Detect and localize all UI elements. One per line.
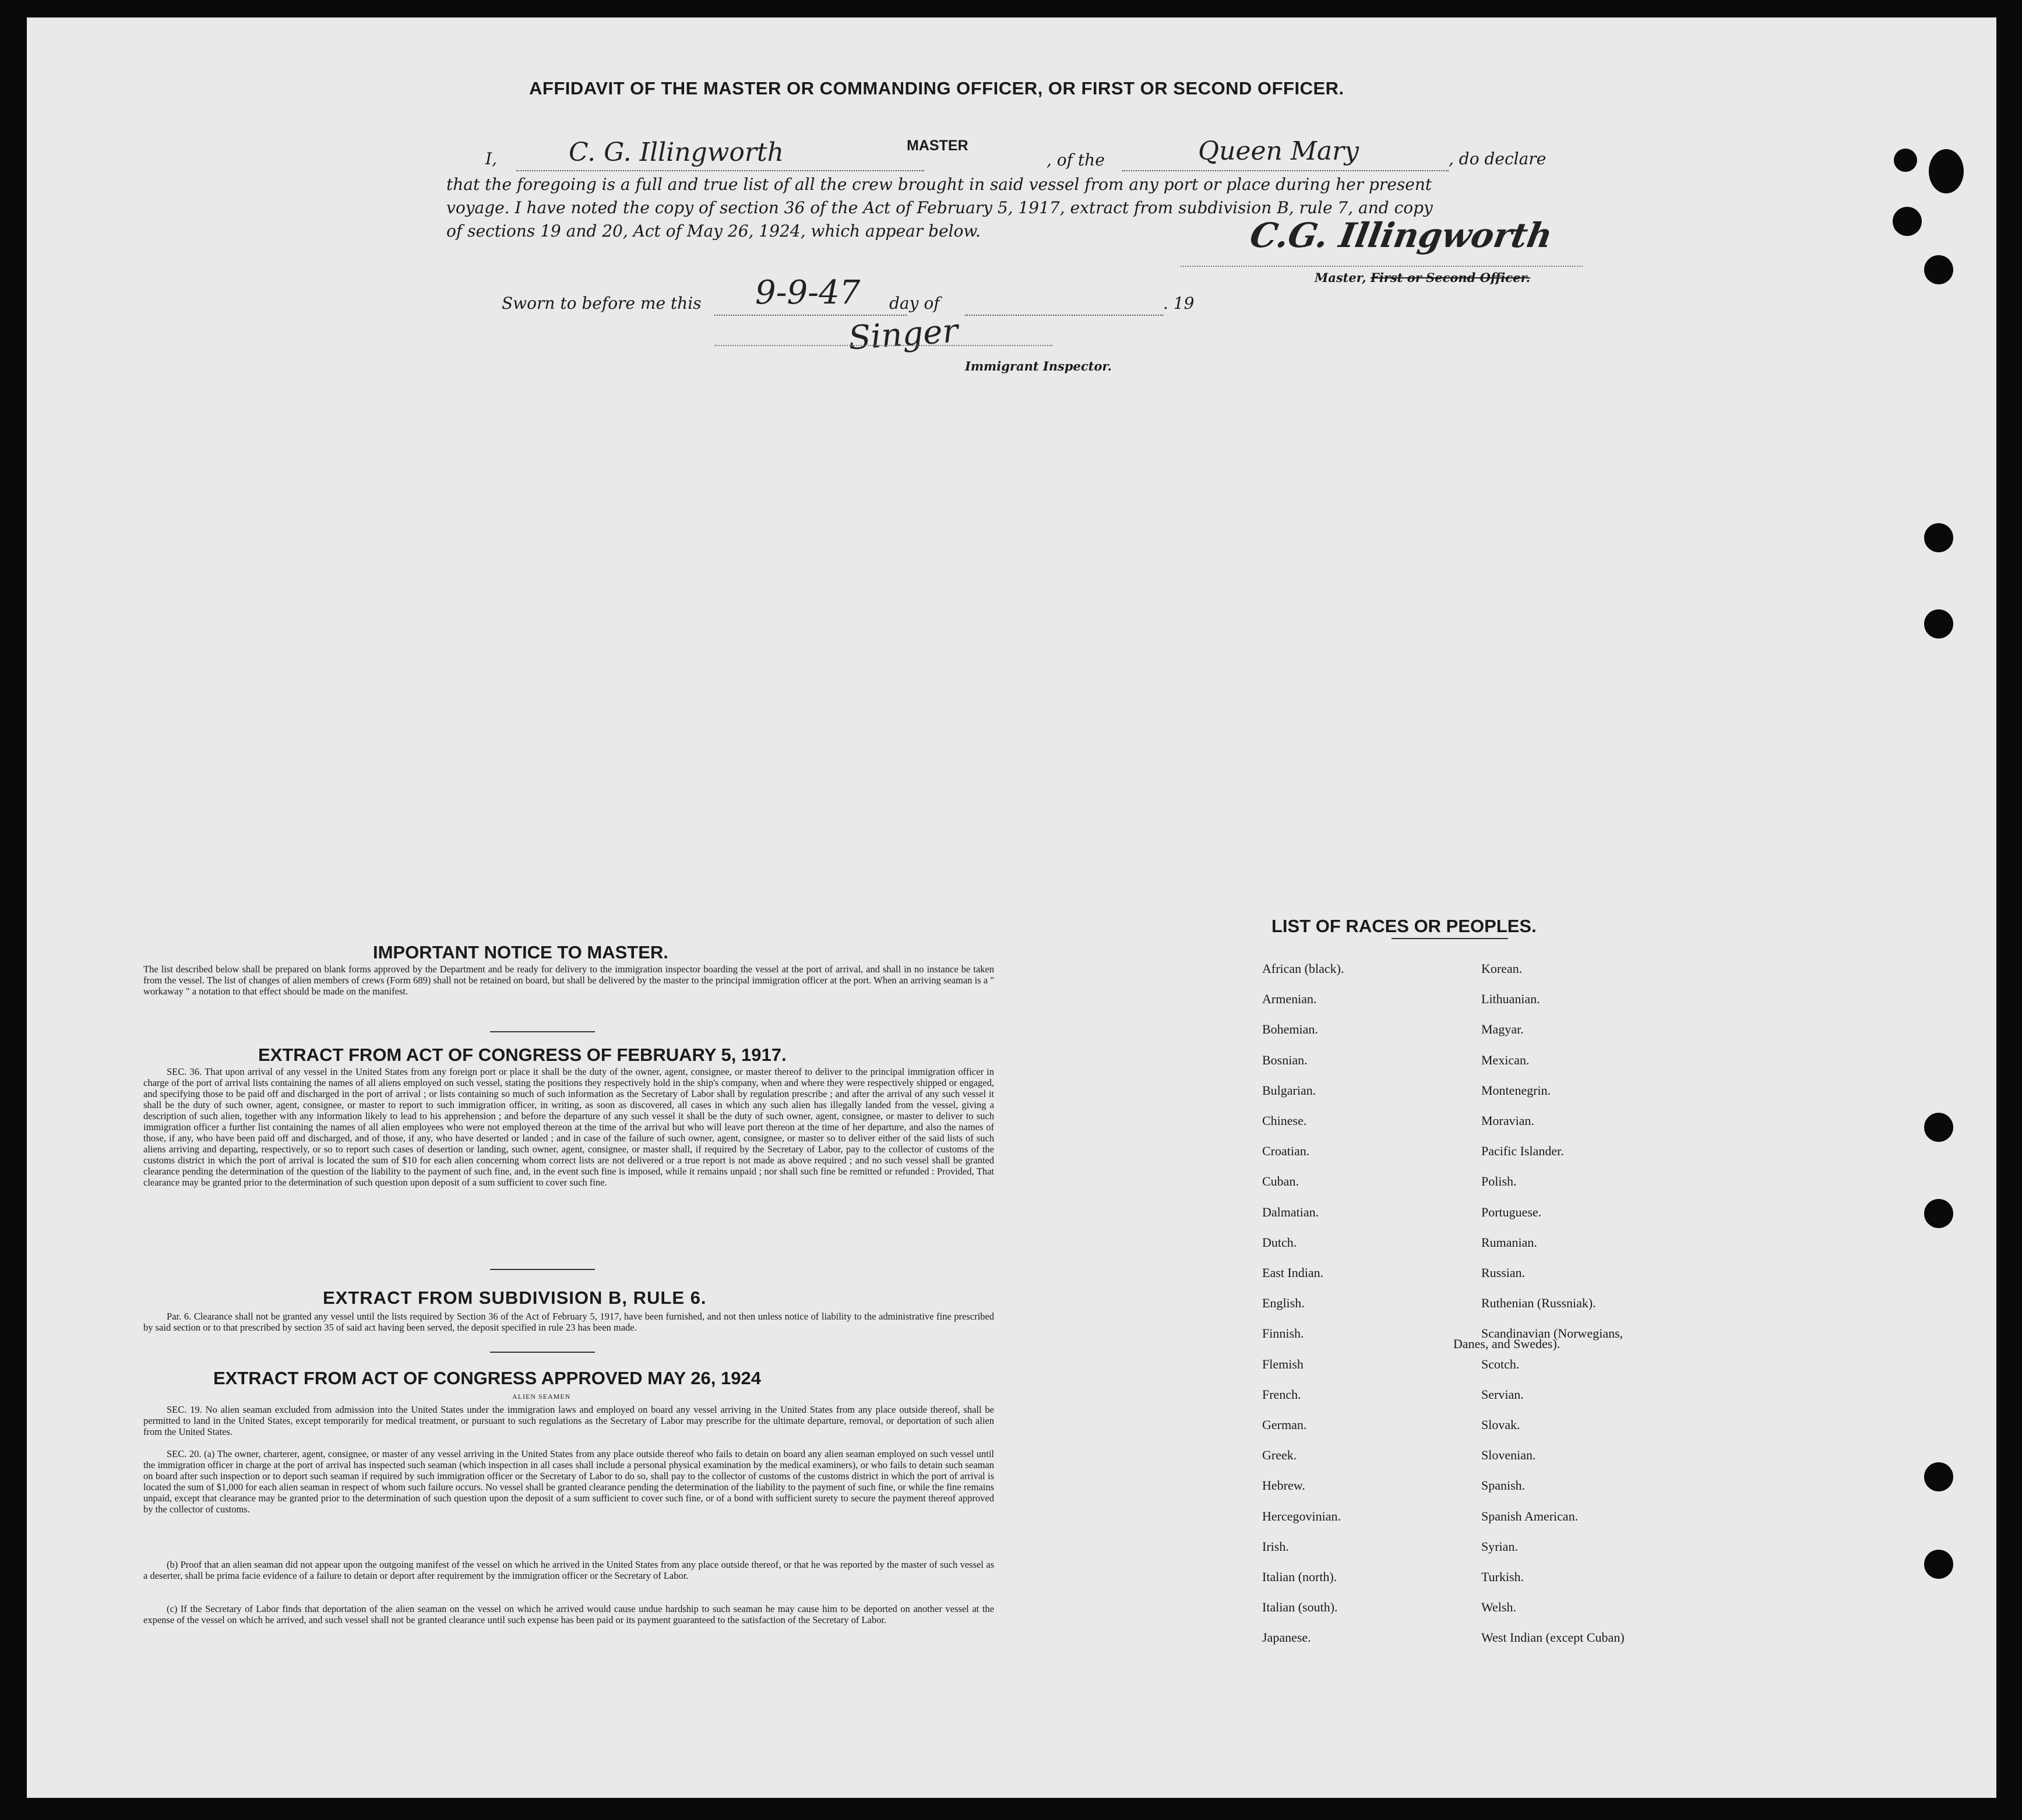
- vessel-name: Queen Mary: [1198, 136, 1359, 166]
- binder-hole: [1924, 1462, 1953, 1491]
- race-item: Magyar.: [1481, 1022, 1524, 1036]
- master-caption: [1315, 270, 1530, 285]
- year-prefix: . 19: [1163, 294, 1195, 313]
- binder-hole: [1924, 255, 1953, 284]
- race-item: Portuguese.: [1481, 1205, 1542, 1219]
- race-item: Lithuanian.: [1481, 992, 1540, 1006]
- master-signature-line: [1181, 266, 1583, 267]
- race-item: Rumanian.: [1481, 1235, 1537, 1250]
- master-caption-struck: First or Second Officer.: [1370, 270, 1530, 285]
- race-item: Italian (south).: [1262, 1600, 1338, 1614]
- master-name: C. G. Illingworth: [569, 137, 784, 167]
- race-item: Welsh.: [1481, 1600, 1516, 1614]
- binder-hole: [1924, 1550, 1953, 1579]
- race-item: German.: [1262, 1417, 1307, 1432]
- race-item: Korean.: [1481, 961, 1523, 976]
- affidavit-i-label: I,: [485, 149, 497, 168]
- subdivision-title: EXTRACT FROM SUBDIVISION B, RULE 6.: [323, 1288, 707, 1308]
- race-item: West Indian (except Cuban): [1481, 1630, 1625, 1645]
- race-item: Bohemian.: [1262, 1022, 1318, 1036]
- binder-hole: [1924, 1199, 1953, 1228]
- race-item: Scotch.: [1481, 1357, 1520, 1371]
- race-item: English.: [1262, 1296, 1305, 1310]
- sec-20b-body: (b) Proof that an alien seaman did not appear upon the outgoing manifest of the vessel on which he arrived in the United States from any place outside thereof, or that he was reported by the master of such vessel as a deserter, shall be prima facie evidence of a failure to detain or deport after requirement by the immigration officer or the Secretary of Labor.: [143, 1559, 994, 1581]
- binder-hole: [1893, 207, 1922, 236]
- extract-1917-title: EXTRACT FROM ACT OF CONGRESS OF FEBRUARY 5, 1917.: [258, 1045, 787, 1065]
- extract-1924-subtitle: ALIEN SEAMEN: [512, 1392, 571, 1401]
- sworn-date: 9-9-47: [755, 274, 861, 312]
- sworn-day-line: [714, 315, 907, 316]
- master-name-line: [516, 170, 924, 171]
- race-item: Moravian.: [1481, 1113, 1535, 1128]
- do-declare-label: , do declare: [1449, 149, 1547, 168]
- race-item: Slovenian.: [1481, 1448, 1536, 1462]
- binder-hole: [1929, 149, 1964, 193]
- vessel-name-line: [1122, 170, 1449, 171]
- race-item: Bosnian.: [1262, 1053, 1308, 1067]
- inspector-signature-line: [714, 345, 1052, 346]
- race-item: Pacific Islander.: [1481, 1144, 1564, 1158]
- sec-20a-body: SEC. 20. (a) The owner, charterer, agent, consignee, or master of any vessel arriving in the United States from any place outside thereof who fails to detain on board any alien seaman employed on such vessel until the immigration officer in charge at the port of arrival has inspected such seaman (which inspection in all cases shall include a personal physical examination by the medical examiners), or who fails to detain such seaman on board after such inspection or to deport such seaman if required by such immigration officer or the Secretary of Labor to do so, shall pay to the collector of customs of the customs district in which the port of arrival is located the sum of $1,000 for each alien seaman in respect of whom such failure occurs. No vessel shall be granted clearance pending the determination of the liability to the payment of such fine, or while the fine remains unpaid, except that clearance may be granted prior to the determination of such question upon the deposit of a sum sufficient to cover such fine, or of a bond with sufficient surety to secure the payment thereof approved by the collector of customs.: [143, 1448, 994, 1515]
- notice-body: The list described below shall be prepared on blank forms approved by the Department and be ready for delivery to the immigration inspector boarding the vessel at the port of arrival, and shall in no instance be taken from the vessel. The list of changes of alien members of crews (Form 689) shall not be retained on board, but shall be delivered by the master to the principal immigration officer at the port. When an arriving seaman is a " workaway " a notation to that effect should be made on the manifest.: [143, 964, 994, 997]
- race-item: Turkish.: [1481, 1569, 1524, 1584]
- race-item: Cuban.: [1262, 1174, 1299, 1188]
- race-item: Spanish American.: [1481, 1509, 1579, 1523]
- race-right-continuation: Danes, and Swedes).: [1453, 1336, 1560, 1351]
- notice-divider: [490, 1031, 595, 1032]
- race-item: Hebrew.: [1262, 1478, 1305, 1493]
- binder-hole: [1924, 609, 1953, 639]
- race-item: Flemish: [1262, 1357, 1304, 1371]
- race-item: Servian.: [1481, 1387, 1524, 1402]
- races-title: LIST OF RACES OR PEOPLES.: [1271, 916, 1537, 936]
- race-item: Hercegovinian.: [1262, 1509, 1341, 1523]
- race-item: Armenian.: [1262, 992, 1317, 1006]
- race-item: Syrian.: [1481, 1539, 1518, 1554]
- race-item: Dalmatian.: [1262, 1205, 1319, 1219]
- race-item: Finnish.: [1262, 1326, 1304, 1341]
- races-title-underline: [1392, 938, 1508, 939]
- extract-1924-title: EXTRACT FROM ACT OF CONGRESS APPROVED MAY 26, 1924: [213, 1368, 761, 1388]
- extract-1917-body: SEC. 36. That upon arrival of any vessel in the United States from any foreign port or place it shall be the duty of the owner, agent, consignee, or master thereof to deliver to the principal immigration officer in charge of the port of arrival lists containing the names of all aliens employed on such vessel, stating the positions they respectively hold in the ship's company, when and where they were respectively shipped or engaged, and specifying those to be paid off and discharged in the port of arrival ; or lists containing so much of such information as the Secretary of Labor shall by regulation prescribe ; and after the arrival of any such vessel it shall be the duty of such owner, agent, consignee, or master to report to such immigration officer, in writing, as soon as discovered, all cases in which any such alien has illegally landed from the vessel, giving a description of such alien, together with any information likely to lead to his apprehension ; and before the departure of any such vessel it shall be the duty of such owner, agent, consignee, or master to deliver to such immigration officer a further list containing the names of all alien employees who were not employed thereon at the time of the arrival but who will leave port thereon at the time of her departure, and also the names of those, if any, who have been paid off and discharged, and of those, if any, who have deserted or landed ; and in case of the failure of such owner, agent, consignee, or master so to deliver either of the said lists of such aliens arriving and departing, respectively, or so to report such cases of desertion or landing, such owner, agent, consignee, or master shall, if required by the Secretary of Labor, pay to the collector of customs of the customs district in which the port of arrival is located the sum of $10 for each alien concerning whom correct lists are not delivered or a true report is not made as above required ; and no such vessel shall be granted clearance pending the determination of the question of the liability to the payment of such fine, and, in the event such fine is imposed, while it remains unpaid ; nor shall such fine be remitted or refunded : Provided, That clearance may be granted prior to the determination of such question upon deposit of a sum sufficient to cover such fine.: [143, 1066, 994, 1188]
- race-item: Spanish.: [1481, 1478, 1526, 1493]
- race-item: Bulgarian.: [1262, 1083, 1316, 1098]
- affidavit-line-4: of sections 19 and 20, Act of May 26, 1924, which appear below.: [446, 221, 981, 241]
- race-item: Chinese.: [1262, 1113, 1307, 1128]
- subdivision-body: Par. 6. Clearance shall not be granted any vessel until the lists required by Section 36 of the Act of February 5, 1917, have been furnished, and not then unless notice of liability to the administrative fine prescribed by said section or to that prescribed by section 35 of said act having been served, the deposit specified in rule 23 has been made.: [143, 1311, 994, 1333]
- document-page: [27, 17, 1996, 1798]
- affidavit-line-2: that the foregoing is a full and true list of all the crew brought in said vessel from any port or place during her present: [446, 175, 1432, 194]
- master-signature: C.G. Illingworth: [1247, 216, 1556, 255]
- binder-hole: [1894, 149, 1917, 172]
- inspector-signature: Singer: [847, 312, 960, 358]
- race-item: Scandinavian (Norwegians,: [1481, 1326, 1623, 1341]
- race-item: Japanese.: [1262, 1630, 1311, 1645]
- affidavit-title: AFFIDAVIT OF THE MASTER OR COMMANDING OFFICER, OR FIRST OR SECOND OFFICER.: [529, 78, 1344, 98]
- race-item: Montenegrin.: [1481, 1083, 1551, 1098]
- race-item: Irish.: [1262, 1539, 1289, 1554]
- subdivision-divider: [490, 1352, 595, 1353]
- race-item: Slovak.: [1481, 1417, 1520, 1432]
- race-item: Greek.: [1262, 1448, 1297, 1462]
- day-of-label: day of: [889, 294, 940, 313]
- race-item: French.: [1262, 1387, 1301, 1402]
- sworn-label: Sworn to before me this: [502, 294, 702, 313]
- sec-19-body: SEC. 19. No alien seaman excluded from admission into the United States under the immigration laws and employed on board any vessel arriving in the United States from any place outside thereof, shall be permitted to land in the United States, except temporarily for medical treatment, or pursuant to such regulations as the Secretary of Labor may prescribe for the ultimate departure, removal, or deportation of such alien from the United States.: [143, 1404, 994, 1437]
- affidavit-line-3: voyage. I have noted the copy of section 36 of the Act of February 5, 1917, extract from subdivision B, rule 7, and copy: [446, 198, 1433, 217]
- race-item: Italian (north).: [1262, 1569, 1337, 1584]
- race-item: Russian.: [1481, 1265, 1526, 1280]
- race-item: African (black).: [1262, 961, 1344, 976]
- race-item: East Indian.: [1262, 1265, 1324, 1280]
- race-item: Ruthenian (Russniak).: [1481, 1296, 1596, 1310]
- race-item: Mexican.: [1481, 1053, 1530, 1067]
- extract-1917-divider: [490, 1269, 595, 1270]
- binder-hole: [1924, 1113, 1953, 1142]
- race-item: Croatian.: [1262, 1144, 1310, 1158]
- rank-label: MASTER: [907, 137, 968, 154]
- master-caption-master: Master,: [1315, 270, 1366, 285]
- race-item: Dutch.: [1262, 1235, 1297, 1250]
- race-item: Polish.: [1481, 1174, 1517, 1188]
- sec-20c-body: (c) If the Secretary of Labor finds that deportation of the alien seaman on the vessel on which he arrived would cause undue hardship to such seaman he may cause him to be deported on another vessel at the expense of the vessel on which he arrived, and such vessel shall not be granted clearance until such expense has been paid or its payment guaranteed to the satisfaction of the Secretary of Labor.: [143, 1603, 994, 1625]
- of-the-label: , of the: [1047, 150, 1105, 170]
- notice-title: IMPORTANT NOTICE TO MASTER.: [373, 942, 668, 962]
- sworn-month-line: [965, 315, 1163, 316]
- binder-hole: [1924, 523, 1953, 552]
- inspector-caption: Immigrant Inspector.: [965, 359, 1112, 373]
